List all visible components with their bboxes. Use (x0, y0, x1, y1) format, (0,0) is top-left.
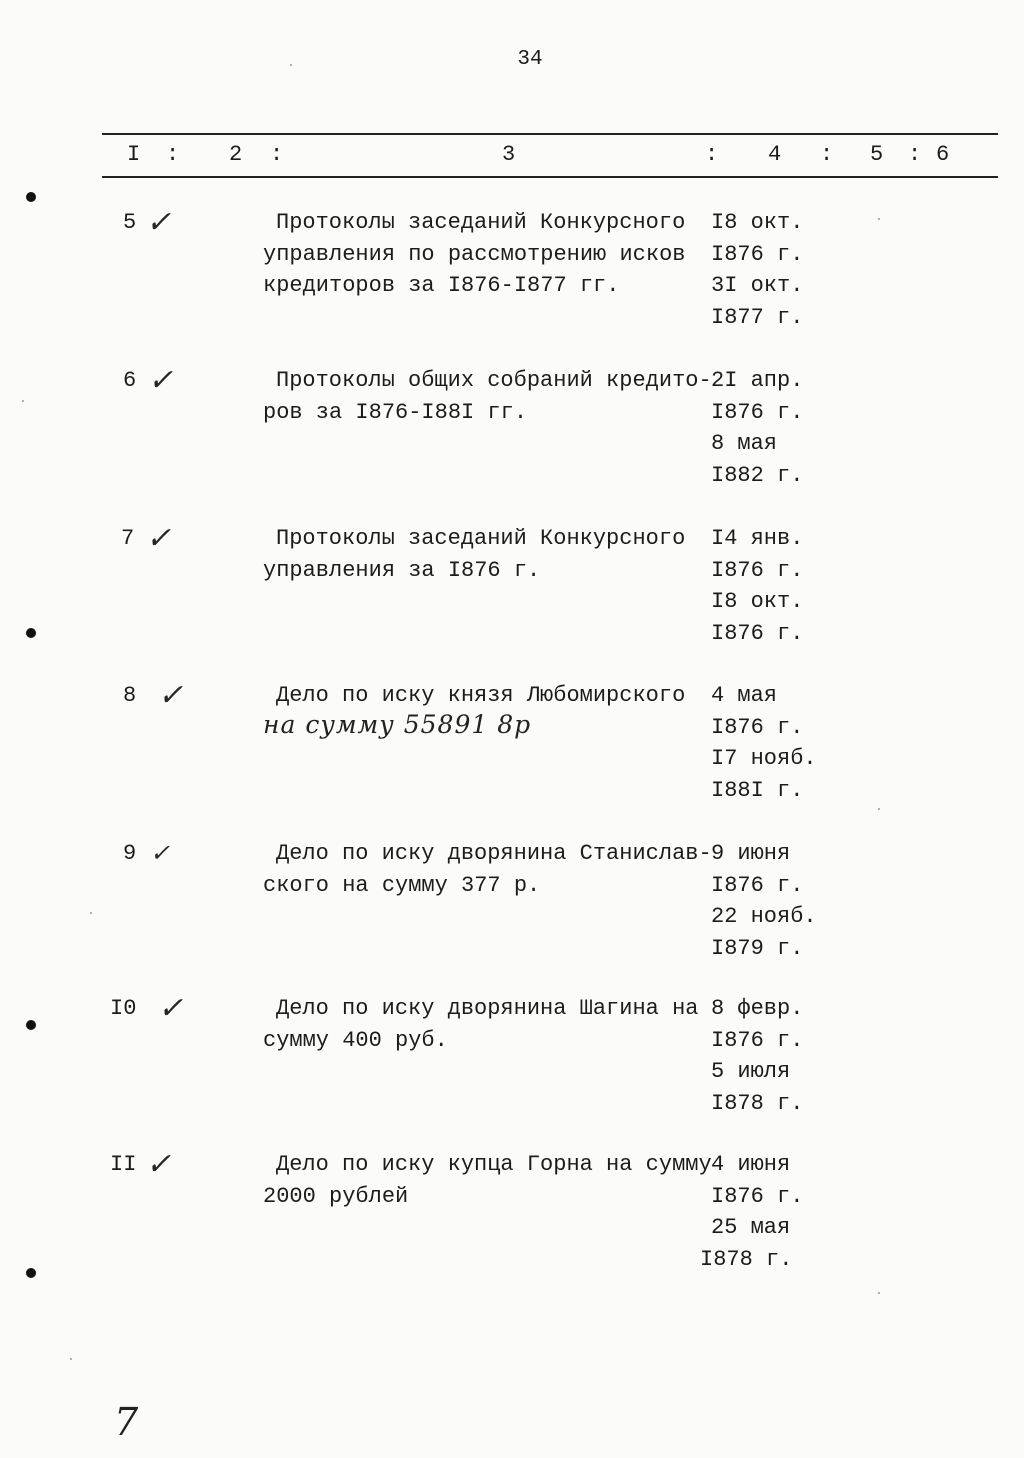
date-line: I7 нояб. (711, 746, 817, 771)
check-mark-icon: ✓ (146, 1147, 172, 1182)
check-mark-icon: ✓ (158, 991, 184, 1026)
title-line: Дело по иску дворянина Станислав- (276, 841, 712, 866)
date-line: 4 мая (711, 683, 778, 708)
date-line: I4 янв. (711, 526, 804, 551)
entry-dates (711, 680, 841, 806)
column-separator: : (270, 142, 284, 167)
page-number: 34 (517, 48, 543, 71)
entry-dates (711, 365, 841, 491)
column-separator: : (166, 142, 180, 167)
scan-speck (290, 64, 292, 66)
scan-speck (878, 1292, 880, 1294)
date-line: I878 г. (700, 1246, 793, 1272)
entry-dates (711, 207, 841, 333)
binder-hole (26, 1020, 36, 1030)
title-line: Протоколы общих собраний кредито- (276, 368, 712, 393)
title-line: Дело по иску дворянина Шагина на (276, 996, 699, 1021)
title-line: ского на сумму 377 р. (263, 872, 541, 898)
date-line: I8 окт. (711, 589, 804, 614)
entry-title (263, 523, 703, 586)
check-mark-icon: ✓ (146, 521, 172, 556)
date-line: I882 г. (711, 462, 804, 488)
entry-title (263, 207, 703, 302)
scan-speck (878, 218, 880, 220)
column-header-4: 4 (768, 142, 782, 167)
entry-title (263, 1149, 712, 1212)
check-mark-icon: ✓ (150, 839, 171, 867)
handwritten-note: на сумму 55891 8р (263, 709, 532, 739)
date-line: 5 июля (711, 1059, 791, 1084)
title-line: 2000 рублей (263, 1183, 409, 1209)
title-line: Дело по иску князя Любомирского (276, 683, 686, 708)
date-line: I876 г. (711, 241, 804, 267)
date-line: I88I г. (711, 777, 804, 803)
title-line: управления по рассмотрению исков (263, 241, 686, 267)
entry-number: II (110, 1152, 137, 1177)
scan-speck (22, 400, 24, 402)
entry-number: 5 (123, 210, 137, 235)
entry-title (263, 993, 703, 1056)
title-line: Дело по иску купца Горна на сумму (276, 1152, 712, 1177)
date-line: I877 г. (711, 304, 804, 330)
date-line: I876 г. (711, 557, 804, 583)
column-header-2: 2 (229, 142, 243, 167)
entry-dates (711, 523, 841, 649)
date-line: I8 окт. (711, 210, 804, 235)
entry-dates (700, 1149, 841, 1275)
title-line: Протоколы заседаний Конкурсного (276, 526, 686, 551)
scan-speck (70, 1358, 72, 1360)
column-separator: : (705, 142, 719, 167)
date-line: 3I окт. (711, 273, 804, 298)
column-header-5: 5 (870, 142, 884, 167)
entry-dates (711, 838, 841, 964)
date-line: 22 нояб. (711, 904, 817, 929)
check-mark-icon: ✓ (146, 205, 172, 240)
date-line: I876 г. (711, 872, 804, 898)
date-line: I879 г. (711, 935, 804, 961)
binder-hole (26, 192, 36, 202)
check-mark-icon: ✓ (148, 363, 174, 398)
entry-number: I0 (110, 996, 137, 1021)
title-line: Протоколы заседаний Конкурсного (276, 210, 686, 235)
date-line: 2I апр. (711, 368, 804, 393)
date-line: I876 г. (711, 1183, 804, 1209)
scan-speck (90, 912, 92, 914)
title-line: управления за I876 г. (263, 557, 541, 583)
date-line: I878 г. (711, 1090, 804, 1116)
entry-number: 9 (123, 841, 137, 866)
title-line: кредиторов за I876-I877 гг. (263, 273, 620, 298)
column-header-6: 6 (936, 142, 950, 167)
date-line: 8 февр. (711, 996, 804, 1021)
handwritten-folio-mark: 7 (114, 1400, 139, 1444)
date-line: 25 мая (711, 1215, 791, 1240)
entry-number: 7 (121, 526, 135, 551)
entry-dates (711, 993, 841, 1119)
check-mark-icon: ✓ (158, 678, 184, 713)
table-top-rule (102, 133, 998, 135)
column-separator: : (820, 142, 834, 167)
title-line: ров за I876-I88I гг. (263, 399, 528, 425)
binder-hole (26, 628, 36, 638)
date-line: I876 г. (711, 1027, 804, 1053)
entry-title (263, 838, 712, 901)
entry-number: 8 (123, 683, 137, 708)
title-line: сумму 400 руб. (263, 1027, 448, 1053)
date-line: 4 июня (711, 1152, 791, 1177)
scan-speck (878, 808, 880, 810)
entry-number: 6 (123, 368, 137, 393)
column-header-1: I (127, 142, 141, 167)
table-header-rule (102, 176, 998, 178)
date-line: I876 г. (711, 620, 804, 646)
date-line: I876 г. (711, 714, 804, 740)
entry-title (263, 680, 703, 740)
date-line: I876 г. (711, 399, 804, 425)
entry-title (263, 365, 712, 428)
binder-hole (26, 1268, 36, 1278)
column-separator: : (908, 142, 922, 167)
column-header-3: 3 (502, 142, 516, 167)
date-line: 8 мая (711, 431, 778, 456)
date-line: 9 июня (711, 841, 791, 866)
